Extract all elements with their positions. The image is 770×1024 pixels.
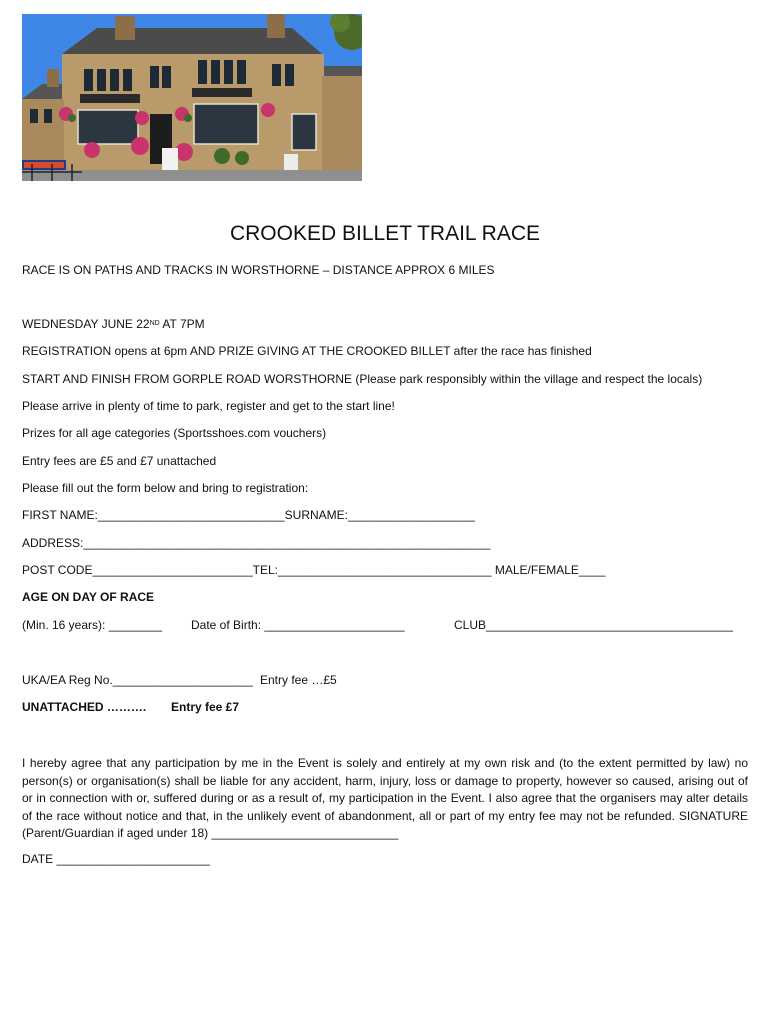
race-date-line bbox=[22, 317, 205, 332]
name-field-line[interactable]: FIRST NAME:____________________________SURNAME:___________________ bbox=[22, 508, 475, 522]
race-subtitle: RACE IS ON PATHS AND TRACKS IN WORSTHORNE – DISTANCE APPROX 6 MILES bbox=[22, 263, 495, 277]
pub-photo bbox=[22, 14, 362, 181]
address-field-line[interactable]: ADDRESS:_____________________________________________________________ bbox=[22, 536, 491, 550]
pub-building-photo-icon bbox=[22, 14, 362, 181]
entry-fee-attached: Entry fee …£5 bbox=[260, 673, 337, 687]
uka-reg-field[interactable]: UKA/EA Reg No._____________________ bbox=[22, 673, 253, 687]
start-finish-line: START AND FINISH FROM GORPLE ROAD WORSTHORNE (Please park responsibly within the village and respect the locals) bbox=[22, 372, 703, 386]
entry-fees-line: Entry fees are £5 and £7 unattached bbox=[22, 454, 217, 468]
min-age-field[interactable]: (Min. 16 years): ________ bbox=[22, 618, 163, 632]
disclaimer-paragraph: I hereby agree that any participation by me in the Event is solely and entirely at my own risk and (to the extent permitted by law) no person(s) or organisation(s) shall be liable for any accident, harm, injury, loss or damage to property, however so caused, arising out of or in connection with or, suffered during or as a result of, my participation in the Event. I also agree that the organisers may alter details of the race without notice and that, in the unlikely event of abandonment, all or part of my entry fee may not be refunded. SIGNATURE (Parent/Guardian if aged under 18) ____________________________ bbox=[22, 756, 748, 841]
postcode-tel-field-line[interactable]: POST CODE________________________TEL:________________________________ MALE/FEMALE____ bbox=[22, 563, 606, 577]
arrival-line: Please arrive in plenty of time to park, register and get to the start line! bbox=[22, 399, 395, 413]
date-suffix: AT 7PM bbox=[159, 317, 205, 331]
dob-field[interactable]: Date of Birth: _____________________ bbox=[191, 618, 405, 632]
page-title: CROOKED BILLET TRAIL RACE bbox=[229, 222, 541, 245]
registration-line: REGISTRATION opens at 6pm AND PRIZE GIVING AT THE CROOKED BILLET after the race has finished bbox=[22, 344, 592, 358]
date-prefix: WEDNESDAY JUNE 22 bbox=[22, 317, 150, 331]
date-field[interactable]: DATE _______________________ bbox=[22, 852, 210, 866]
form-instructions-line: Please fill out the form below and bring to registration: bbox=[22, 481, 309, 495]
unattached-field[interactable]: UNATTACHED ………. bbox=[22, 700, 147, 714]
entry-fee-unattached: Entry fee £7 bbox=[171, 700, 240, 714]
date-ordinal: ND bbox=[149, 320, 160, 327]
club-field[interactable]: CLUB_____________________________________ bbox=[454, 618, 733, 632]
age-heading: AGE ON DAY OF RACE bbox=[22, 590, 155, 604]
prizes-line: Prizes for all age categories (Sportsshoes.com vouchers) bbox=[22, 426, 327, 440]
